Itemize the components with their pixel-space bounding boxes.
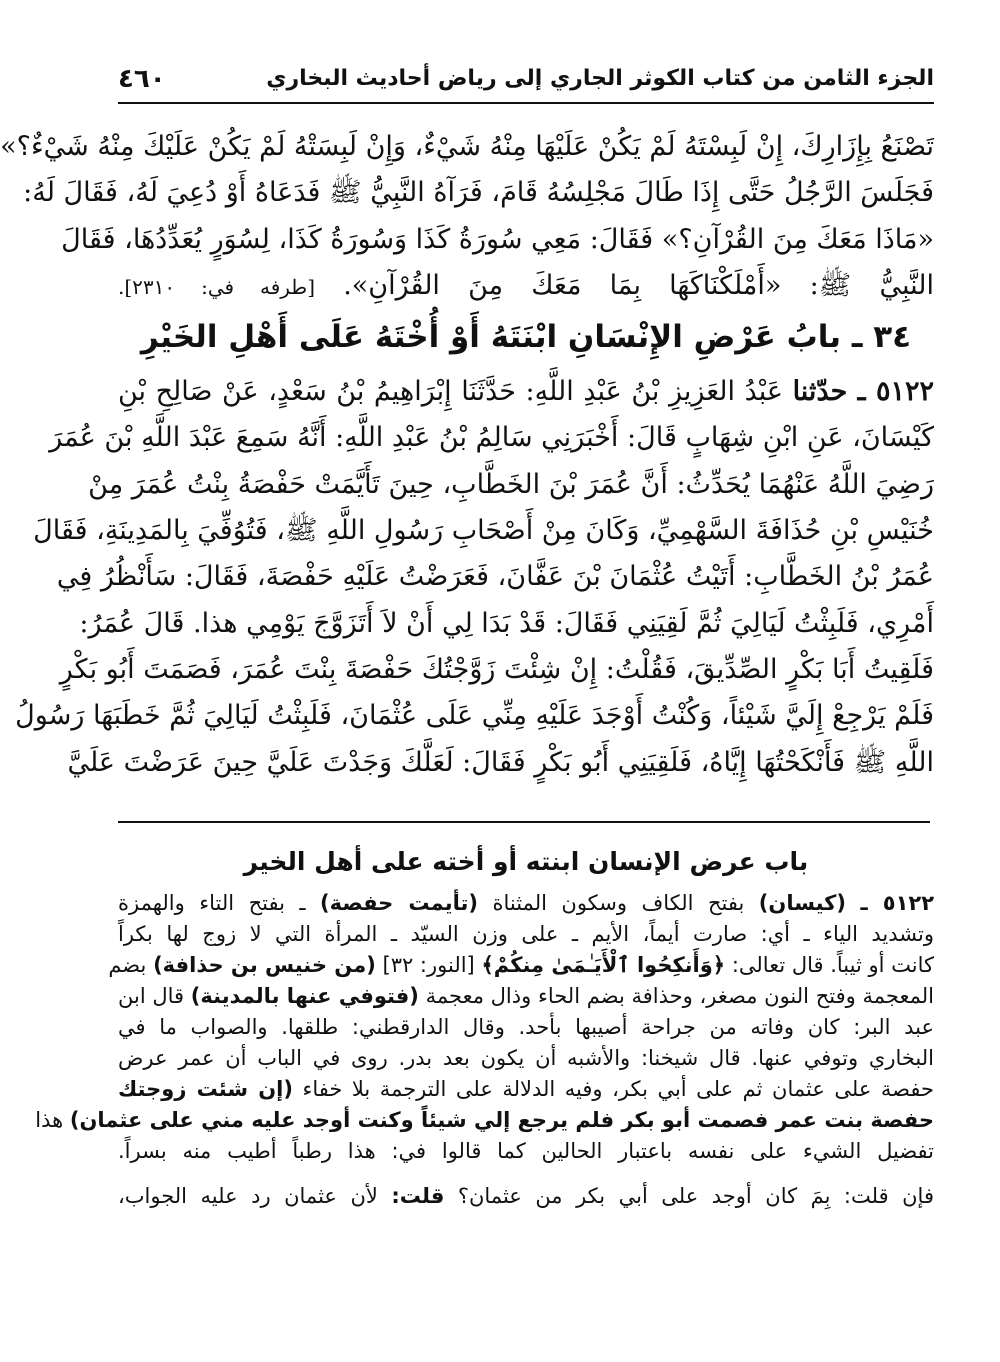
text-line-with-reference bbox=[118, 263, 934, 309]
quoted-term: حفصة بنت عمر فصمت أبو بكر فلم يرجع إلي شيئاً وكنت أوجد عليه مني على عثمان) bbox=[69, 1108, 934, 1132]
text-segment: فإن قلت: بِمَ كان أوجد على أبي بكر من عثمان؟ bbox=[457, 1184, 934, 1208]
quoted-term: (من خنيس بن حذافة) bbox=[153, 953, 376, 977]
text-line: «مَاذَا مَعَكَ مِنَ القُرْآنِ؟» فَقَالَ: مَعِي سُورَةُ كَذَا وَسُورَةُ كَذَا، لِسُوَرٍ يُعَدِّدُهَا، فَقَالَ bbox=[61, 223, 934, 255]
chapter-heading: ٣٤ ـ بابُ عَرْضِ الإِنْسَانِ ابْنَتَهُ أَوْ أُخْتَهُ عَلَى أَهْلِ الخَيْرِ bbox=[140, 319, 912, 356]
running-header bbox=[118, 58, 934, 104]
text-segment: كانت أو ثيباً. قال تعالى: bbox=[731, 953, 934, 977]
cross-reference: [طرفه في: ٢٣١٠]. bbox=[118, 274, 316, 299]
text-line: اللَّهِ ﷺ فَأَنْكَحْتُهَا إِيَّاهُ، فَلَقِيَنِي أَبُو بَكْرٍ فَقَالَ: لَعَلَّكَ وَجَدْتَ عَلَيَّ حِينَ عَرَضْتَ عَلَيَّ bbox=[67, 746, 934, 778]
qultu-label: قلت: bbox=[391, 1184, 445, 1208]
text-line: فَلَمْ يَرْجِعْ إِلَيَّ شَيْئاً، وَكُنْتُ أَوْجَدَ عَلَيْهِ مِنِّي عَلَى عُثْمَانَ، فَلَبِثْتُ لَيَالِيَ ثُمَّ خَطَبَهَا رَسُولُ bbox=[15, 700, 934, 732]
commentary-line: عبد البر: كان وفاته من جراحة أصيبها بأحد. وقال الدارقطني: طلقها. والصواب ما في bbox=[118, 1015, 934, 1039]
commentary-line: البخاري وتوفي عنها. قال شيخنا: والأشبه أن يكون بعد بدر. روى في الباب أن عمر عرض bbox=[118, 1046, 934, 1070]
footnote-divider bbox=[118, 821, 930, 823]
quoted-term: (إن شئت زوجتك bbox=[118, 1077, 293, 1101]
text-segment: ـ بفتح التاء والهمزة bbox=[118, 891, 306, 915]
text-line: أَمْرِي، فَلَبِثْتُ لَيَالِيَ ثُمَّ لَقِيَنِي فَقَالَ: قَدْ بَدَا لِي أَنْ لاَ أَتَزَوَّجَ يَوْمِي هذا. قَالَ عُمَرُ: bbox=[79, 607, 934, 639]
text-segment: المعجمة وفتح النون مصغر، وحذافة بضم الحاء وذال معجمة bbox=[425, 984, 934, 1008]
hadith-number: ٥١٢٢ ـ حدّثنا bbox=[792, 376, 934, 408]
quoted-term: (تأيمت حفصة) bbox=[320, 891, 478, 915]
quran-reference: [النور: ٣٢] bbox=[382, 953, 475, 977]
text-segment: النَّبِيُّ ﷺ: «أَمْلَكْنَاكَهَا بِمَا مَعَكَ مِنَ القُرْآنِ». bbox=[343, 269, 934, 301]
page-number: ٤٦٠ bbox=[118, 64, 166, 94]
text-segment: هذا bbox=[35, 1108, 64, 1132]
quoted-term: (فتوفي عنها بالمدينة) bbox=[190, 984, 419, 1008]
commentary-line bbox=[118, 981, 934, 1012]
commentary-line bbox=[118, 1181, 934, 1212]
text-segment: بضم bbox=[108, 953, 147, 977]
quran-quote: ﴿وَأَنكِحُوا ٱلْأَيَـٰمَىٰ مِنكُمْ﴾ bbox=[481, 953, 726, 977]
text-line: تَصْنَعُ بِإِزَارِكَ، إِنْ لَبِسْتَهُ لَمْ يَكُنْ عَلَيْهَا مِنْهُ شَيْءٌ، وَإِنْ لَبِسَتْهُ لَمْ يَكُنْ عَلَيْكَ مِنْهُ شَيْءٌ؟» bbox=[0, 131, 934, 162]
commentary-line: وتشديد الياء ـ أي: صارت أيماً، الأيم ـ على وزن السيّد ـ المرأة التي لا زوج لها بكراً bbox=[118, 922, 934, 946]
text-line: عُمَرُ بْنُ الخَطَّابِ: أَتَيْتُ عُثْمَانَ بْنَ عَفَّانَ، فَعَرَضْتُ عَلَيْهِ حَفْصَةَ، فَقَالَ: سَأَنْظُرُ فِي bbox=[56, 561, 934, 593]
commentary-line bbox=[108, 950, 934, 981]
text-segment: عَبْدُ العَزِيزِ بْنُ عَبْدِ اللَّهِ: حَدَّثَنَا إِبْرَاهِيمُ بْنُ سَعْدٍ، عَنْ صَالِحِ بْنِ bbox=[118, 376, 783, 408]
commentary-heading: باب عرض الإنسان ابنته أو أخته على أهل الخير bbox=[243, 847, 809, 876]
text-segment: قال ابن bbox=[118, 984, 185, 1008]
commentary-line: تفضيل الشيء على نفسه باعتبار الحالين كما قالوا في: هذا رطباً أطيب منه بسراً. bbox=[118, 1139, 934, 1163]
commentary-line bbox=[118, 1074, 934, 1105]
text-line: رَضِيَ اللَّهُ عَنْهُمَا يُحَدِّثُ: أَنَّ عُمَرَ بْنَ الخَطَّابِ، حِينَ تَأَيَّمَتْ حَفْصَةُ بِنْتُ عُمَرَ مِنْ bbox=[88, 468, 934, 500]
text-line: فَجَلَسَ الرَّجُلُ حَتَّى إِذَا طَالَ مَجْلِسُهُ قَامَ، فَرَآهُ النَّبِيُّ ﷺ فَدَعَاهُ أَوْ دُعِيَ لَهُ، فَقَالَ لَهُ: bbox=[23, 177, 934, 209]
text-segment: لأن عثمان رد عليه الجواب، bbox=[118, 1184, 378, 1208]
quoted-term: (كيسان) bbox=[758, 891, 846, 915]
text-line: فَلَقِيتُ أَبَا بَكْرٍ الصِّدِّيقَ، فَقُلْتُ: إِنْ شِئْتَ زَوَّجْتُكَ حَفْصَةَ بِنْتَ عُمَرَ، فَصَمَتَ أَبُو بَكْرٍ bbox=[59, 653, 934, 685]
paragraph-gap bbox=[118, 1167, 934, 1181]
text-segment: بفتح الكاف وسكون المثناة bbox=[492, 891, 745, 915]
main-text bbox=[0, 124, 934, 786]
running-title: الجزء الثامن من كتاب الكوثر الجاري إلى رياض أحاديث البخاري bbox=[266, 66, 934, 91]
text-segment: حفصة على عثمان ثم على أبي بكر، وفيه الدلالة على الترجمة بلا خفاء bbox=[302, 1077, 934, 1101]
commentary-line bbox=[118, 888, 934, 919]
commentary-line bbox=[35, 1105, 934, 1136]
hadith-first-line bbox=[118, 369, 934, 415]
hadith-number: ٥١٢٢ ـ bbox=[860, 891, 935, 915]
text-line: كَيْسَانَ، عَنِ ابْنِ شِهَابٍ قَالَ: أَخْبَرَنِي سَالِمُ بْنُ عَبْدِ اللَّهِ: أَنَّهُ سَمِعَ عَبْدَ اللَّهِ بْنَ عُمَرَ bbox=[49, 422, 934, 454]
text-line: خُنَيْسِ بْنِ حُذَافَةَ السَّهْمِيِّ، وَكَانَ مِنْ أَصْحَابِ رَسُولِ اللَّهِ ﷺ، فَتُوُفِّيَ بِالمَدِينَةِ، فَقَالَ bbox=[33, 515, 934, 547]
commentary bbox=[35, 842, 935, 1212]
